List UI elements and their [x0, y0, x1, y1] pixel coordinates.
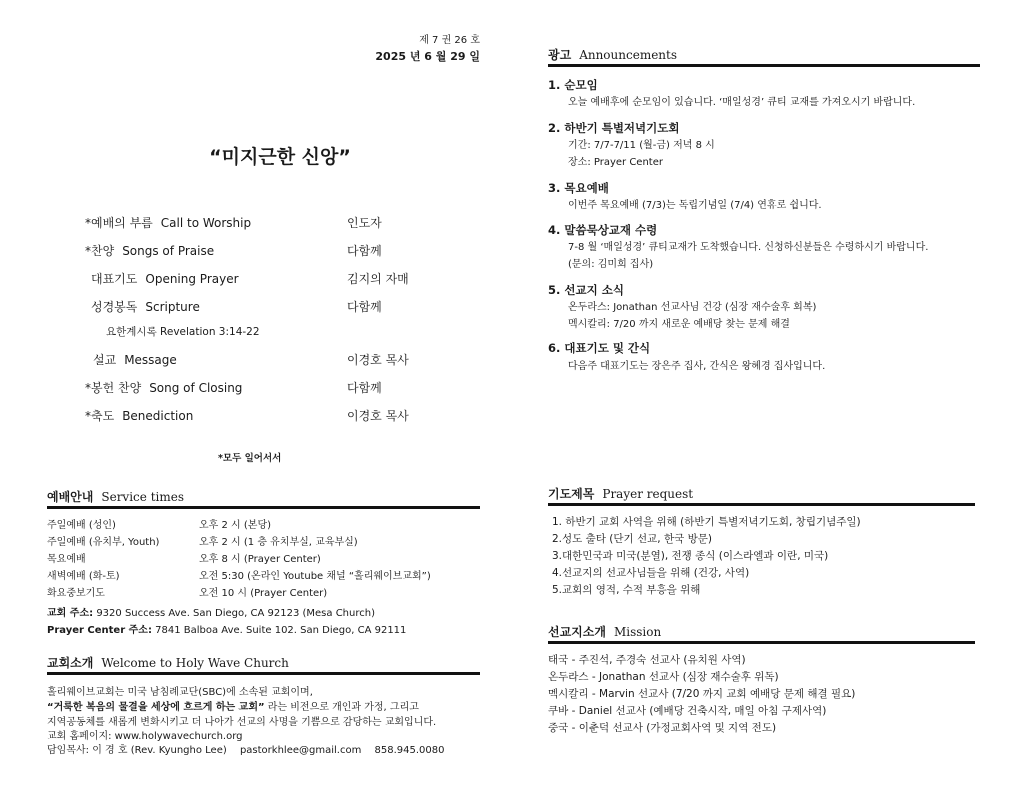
pastor-phone: 858.945.0080	[374, 745, 445, 756]
prayer-item: 2.성도 출타 (단기 선교, 한국 방문)	[552, 533, 712, 545]
announcement-line: (문의: 김미희 집사)	[568, 259, 654, 270]
section-divider	[548, 64, 980, 67]
mission-header	[548, 623, 661, 640]
worship-item-leader: 인도자	[347, 216, 382, 230]
welcome-line: 지역공동체를 새롭게 변화시키고 더 나아가 선교의 사명을 기쁨으로 감당하는 교회입니다.	[47, 717, 437, 728]
worship-item-ko: *예배의 부름	[85, 216, 153, 230]
worship-item-ko: *봉헌 찬양	[85, 381, 142, 395]
worship-item-en: Call to Worship	[160, 216, 252, 230]
announcement-line: 다음주 대표기도는 장은주 집사, 간식은 왕혜경 집사입니다.	[568, 361, 826, 372]
announcements-title-ko: 광고	[548, 48, 572, 62]
welcome-line-rest: 라는 비전으로 개인과 가정, 그리고	[264, 702, 419, 713]
worship-item-leader: 다함께	[347, 300, 382, 314]
worship-item	[85, 379, 425, 399]
worship-item-ko: *찬양	[85, 244, 115, 258]
mission-title-en: Mission	[613, 625, 662, 639]
announcement-line: 장소: Prayer Center	[568, 157, 663, 168]
church-address	[47, 604, 375, 619]
pastor-email[interactable]: pastorkhlee@gmail.com	[239, 745, 362, 756]
announcement-heading: 1. 순모임	[548, 78, 598, 92]
church-vision: “거룩한 복음의 물결을 세상에 흐르게 하는 교회”	[47, 702, 265, 713]
pastor-contact	[47, 741, 444, 756]
worship-item	[85, 242, 425, 262]
worship-item	[85, 407, 425, 427]
worship-item	[85, 270, 425, 290]
worship-item-en: Benediction	[122, 409, 194, 423]
worship-item-en: Scripture	[145, 300, 200, 314]
service-name: 목요예배	[47, 554, 86, 565]
section-divider	[548, 641, 975, 644]
worship-item-en: Songs of Praise	[122, 244, 215, 258]
prayer-center-address-value: 7841 Balboa Ave. Suite 102. San Diego, CA 92111	[155, 625, 407, 636]
mission-item: 태국 - 주진석, 주경숙 선교사 (유치원 사역)	[548, 654, 746, 666]
announcement-heading: 6. 대표기도 및 간식	[548, 341, 651, 355]
announcement-line: 오늘 예배후에 순모임이 있습니다. ‘매일성경’ 큐티 교재를 가져오시기 바랍니다.	[568, 97, 916, 108]
prayer-item: 5.교회의 영적, 수적 부흥을 위해	[552, 584, 701, 596]
service-times-title-en: Service times	[101, 490, 184, 504]
issue-info	[300, 33, 480, 65]
worship-item-leader: 다함께	[347, 244, 382, 258]
worship-item-en: Song of Closing	[149, 381, 243, 395]
welcome-header	[47, 654, 289, 671]
worship-item-leader: 김지의 자매	[347, 272, 409, 286]
prayer-item: 3.대한민국과 미국(분열), 전쟁 종식 (이스라엘과 이란, 미국)	[552, 550, 829, 562]
worship-item-en: Opening Prayer	[145, 272, 239, 286]
church-address-value: 9320 Success Ave. San Diego, CA 92123 (Mesa Church)	[96, 608, 375, 619]
service-time: 오후 2 시 (본당)	[199, 520, 272, 531]
service-time: 오전 5:30 (온라인 Youtube 채널 “홀리웨이브교회”)	[199, 571, 431, 582]
worship-item	[85, 214, 425, 234]
announcement-line: 멕시칼리: 7/20 까지 새로운 예배당 찾는 문제 해결	[568, 319, 790, 330]
section-divider	[47, 672, 480, 675]
announcement-line: 기간: 7/7-7/11 (월-금) 저녁 8 시	[568, 140, 715, 151]
announcement-line: 7-8 월 ‘매일성경’ 큐티교재가 도착했습니다. 신청하신분들은 수령하시기 바랍니다.	[568, 242, 929, 253]
service-time: 오전 10 시 (Prayer Center)	[199, 588, 328, 599]
prayer-header	[548, 485, 693, 502]
announcement-heading: 5. 선교지 소식	[548, 283, 624, 297]
service-name: 주일예배 (유치부, Youth)	[47, 537, 160, 548]
pastor-name: 담임목사: 이 경 호 (Rev. Kyungho Lee)	[47, 745, 227, 756]
announcement-heading: 3. 목요예배	[548, 181, 609, 195]
announcement-heading: 2. 하반기 특별저녁기도회	[548, 121, 680, 135]
worship-item-ko: *축도	[85, 409, 115, 423]
church-address-label: 교회 주소:	[47, 608, 94, 619]
prayer-item: 1. 하반기 교회 사역을 위해 (하반기 특별저녁기도회, 창립기념주일)	[552, 516, 861, 528]
service-times-title-ko: 예배안내	[47, 490, 94, 504]
scripture-reference: 요한계시록 Revelation 3:14-22	[106, 326, 260, 338]
worship-item-ko: 설교	[93, 353, 117, 367]
prayer-center-address	[47, 621, 406, 636]
worship-item-en: Message	[124, 353, 177, 367]
issue-volume: 제 7 권 26 호	[419, 35, 480, 46]
service-name: 주일예배 (성인)	[47, 520, 116, 531]
mission-item: 멕시칼리 - Marvin 선교사 (7/20 까지 교회 예배당 문제 해결 필요)	[548, 688, 856, 700]
service-name: 새벽예배 (화-토)	[47, 571, 120, 582]
section-divider	[47, 506, 480, 509]
prayer-title-ko: 기도제목	[548, 487, 595, 501]
service-name: 화요중보기도	[47, 588, 105, 599]
announcement-heading: 4. 말씀묵상교재 수령	[548, 223, 658, 237]
service-time: 오후 8 시 (Prayer Center)	[199, 554, 321, 565]
prayer-center-address-label: Prayer Center 주소:	[47, 625, 152, 636]
worship-item-leader: 이경호 목사	[347, 409, 409, 423]
issue-date: 2025 년 6 월 29 일	[375, 50, 480, 63]
prayer-title-en: Prayer request	[602, 487, 694, 501]
church-homepage[interactable]: 교회 홈페이지: www.holywavechurch.org	[47, 731, 243, 742]
mission-item: 중국 - 이춘덕 선교사 (가정교회사역 및 지역 전도)	[548, 722, 777, 734]
mission-item: 온두라스 - Jonathan 선교사 (심장 재수술후 위독)	[548, 671, 779, 683]
worship-item-ko: 성경봉독	[91, 300, 138, 314]
announcements-title-en: Announcements	[579, 48, 678, 62]
service-time: 오후 2 시 (1 층 유치부실, 교육부실)	[199, 537, 358, 548]
announcements-header	[548, 46, 677, 63]
worship-item-ko: 대표기도	[91, 272, 138, 286]
announcement-line: 이번주 목요예배 (7/3)는 독립기념일 (7/4) 연휴로 쉽니다.	[568, 200, 822, 211]
announcement-line: 온두라스: Jonathan 선교사님 건강 (심장 재수술후 회복)	[568, 302, 817, 313]
worship-item-leader: 다함께	[347, 381, 382, 395]
welcome-line	[47, 698, 419, 713]
worship-item	[85, 351, 425, 371]
welcome-title-ko: 교회소개	[47, 656, 94, 670]
mission-item: 쿠바 - Daniel 선교사 (예배당 건축시작, 매일 아침 구제사역)	[548, 705, 827, 717]
sermon-title: “미지근한 신앙”	[209, 146, 351, 168]
welcome-line: 홀리웨이브교회는 미국 남침례교단(SBC)에 소속된 교회이며,	[47, 687, 313, 698]
section-divider	[548, 503, 975, 506]
prayer-item: 4.선교지의 선교사님들을 위해 (건강, 사역)	[552, 567, 750, 579]
stand-note: *모두 일어서서	[218, 453, 282, 464]
worship-item	[85, 298, 425, 318]
service-times-header	[47, 488, 184, 505]
worship-item-leader: 이경호 목사	[347, 353, 409, 367]
mission-title-ko: 선교지소개	[548, 625, 606, 639]
welcome-title-en: Welcome to Holy Wave Church	[101, 656, 289, 670]
